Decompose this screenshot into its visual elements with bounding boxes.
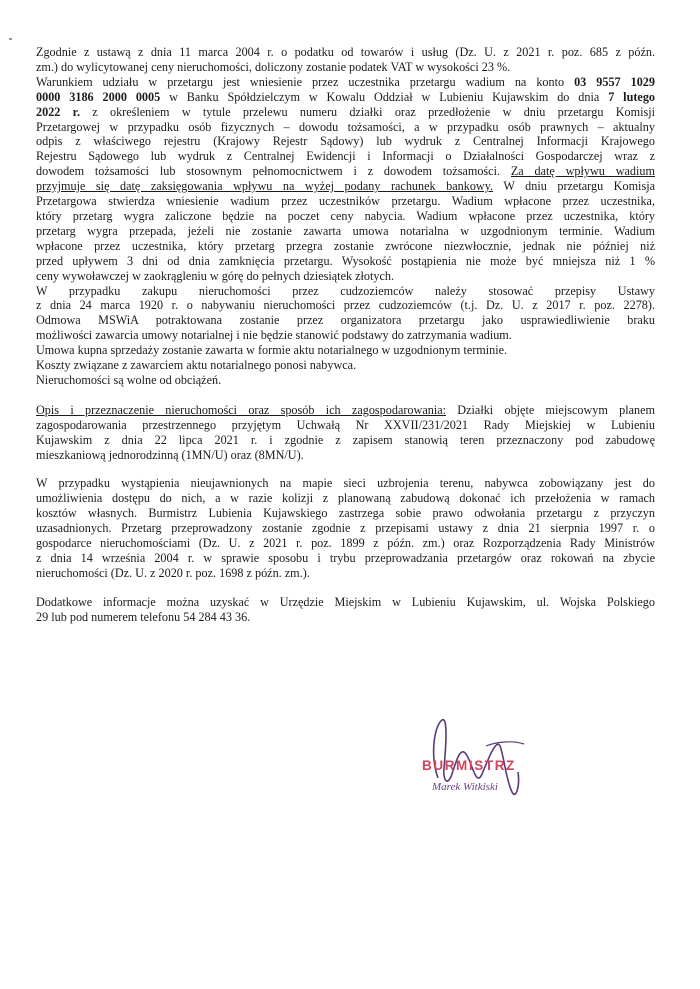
text-line xyxy=(36,209,655,224)
text-segment: który przetarg wygra zaliczone będzie na poczet ceny nabycia. Wadium wpłacone przez uczestnika, który xyxy=(36,208,655,223)
underlined-text: Opis i przeznaczenie nieruchomości oraz sposób ich zagospodarowania: xyxy=(36,402,447,417)
stamp-signatory-name: Marek Witkiski xyxy=(432,781,498,793)
text-line xyxy=(36,60,655,75)
paragraph-utilities-and-legal-basis xyxy=(36,476,655,580)
text-segment: Kujawskim z dnia 22 lipca 2021 r. i zgodnie z zapisem stanowią teren przeznaczony pod zabudowę xyxy=(36,432,655,447)
text-segment: W przypadku wystąpienia nieujawnionych na mapie sieci uzbrojenia terenu, nabywca zobowiązany jest do xyxy=(36,476,655,491)
text-segment: Przetargowa stwierdza wniesienie wadium przez uczestników przetargu. Wadium wpłacone przez uczestnika, xyxy=(36,194,655,209)
text-segment: Koszty związane z zawarciem aktu notarialnego ponosi nabywca. xyxy=(36,358,357,373)
text-segment: Warunkiem udziału w przetargu jest wniesienie przez uczestnika przetargu wadium na konto xyxy=(36,74,575,89)
paragraph-property-description xyxy=(36,403,655,463)
text-line xyxy=(36,418,655,433)
text-line xyxy=(36,298,655,313)
text-segment: Zgodnie z ustawą z dnia 11 marca 2004 r. o podatku od towarów i usług (Dz. U. z 2021 r. poz. 685 z późn. xyxy=(36,45,655,59)
text-line xyxy=(36,448,655,463)
text-line xyxy=(36,506,655,521)
stamp-title: BURMISTRZ xyxy=(422,758,516,773)
text-line xyxy=(36,224,655,239)
text-segment: ceny wywoławczej w zaokrągleniu w górę do pełnych dziesiątek złotych. xyxy=(36,268,395,283)
text-segment: Działki objęte miejscowym planem xyxy=(446,402,655,417)
text-segment: dowodem tożsamości lub stosownym pełnomocnictwem i z dowodem tożsamości. xyxy=(36,164,511,179)
text-segment: 29 lub pod numerem telefonu 54 284 43 36. xyxy=(36,609,251,624)
text-segment: nieruchomości (Dz. U. z 2020 r. poz. 1698 z późn. zm.). xyxy=(36,565,310,580)
text-line xyxy=(36,521,655,536)
text-segment: z określeniem w tytule przelewu numeru działki oraz przedłożenie w dniu przetargu Komisji xyxy=(80,104,655,119)
underlined-text: Za datę wpływu wadium xyxy=(510,164,655,179)
bold-text: 7 lutego xyxy=(608,89,656,104)
text-line xyxy=(36,566,655,581)
text-segment: z dnia 24 marca 1920 r. o nabywaniu nieruchomości przez cudzoziemców (t.j. Dz. U. z 2017 r. poz. 2278). xyxy=(36,298,655,313)
text-line xyxy=(36,90,655,105)
paragraph-additional-info xyxy=(36,595,655,625)
text-segment: przetarg wygra przepada, jeżeli nie zostanie zawarta umowa notarialna w uzgodnionym terminie. Wadium xyxy=(36,223,655,238)
text-segment: wpłacone przez uczestnika, który przetarg przegra zostanie zwrócone niezwłocznie, jednak nie później niż xyxy=(36,238,655,253)
text-segment: Rejestru Sądowego lub wydruk z Centralnej Ewidencji i Informacji o Działalności Gospodarczej wraz z xyxy=(36,149,655,164)
bold-text: 03 9557 1029 xyxy=(574,74,655,89)
text-segment: odpis z właściwego rejestru (Krajowy Rejestr Sądowy) lub wydruk z Centralnej Informacji Krajowego xyxy=(36,134,655,149)
scan-mark xyxy=(9,38,12,40)
text-line xyxy=(36,105,655,120)
bold-text: 2022 r. xyxy=(36,104,80,119)
text-line xyxy=(36,269,655,284)
text-line xyxy=(36,343,655,358)
text-segment: mieszkaniową jednorodzinną (1MN/U) oraz (8MN/U). xyxy=(36,447,304,462)
text-segment: Umowa kupna sprzedaży zostanie zawarta w formie aktu notarialnego w uzgodnionym terminie. xyxy=(36,343,508,358)
text-segment: z dnia 14 września 2004 r. w sprawie sposobu i trybu przeprowadzania przetargów oraz rokowań na zbycie xyxy=(36,551,655,565)
text-line xyxy=(36,254,655,269)
underlined-text: przyjmuje się datę zaksięgowania wpływu na wyżej podany rachunek bankowy. xyxy=(36,179,494,194)
text-line xyxy=(36,595,655,610)
text-segment: Dodatkowe informacje można uzyskać w Urzędzie Miejskim w Lubieniu Kujawskim, ul. Wojska Polskiego xyxy=(36,594,655,609)
text-segment: Przetargowej w przypadku osób fizycznych – dowodu tożsamości, a w przypadku osób prawnych – aktualny xyxy=(36,119,655,134)
bold-text: 0000 3186 2000 0005 xyxy=(36,89,161,104)
text-segment: Nieruchomości są wolne od obciążeń. xyxy=(36,372,222,387)
text-segment: przed upływem 3 dni od dnia zamknięcia przetargu. Wysokość postąpienia nie może być mniejsza niż 1 % xyxy=(36,253,655,268)
text-line xyxy=(36,75,655,90)
text-segment: gospodarce nieruchomościami (Dz. U. z 2021 r. poz. 1899 z późn. zm.) oraz Rozporządzenia Rady Ministrów xyxy=(36,536,655,551)
text-line xyxy=(36,476,655,491)
text-segment: W dniu przetargu Komisja xyxy=(493,179,655,194)
text-line xyxy=(36,45,655,60)
text-segment: zm.) do wylicytowanej ceny nieruchomości, doliczony zostanie podatek VAT w wysokości 23 %. xyxy=(36,59,511,74)
text-line xyxy=(36,403,655,418)
mayor-stamp xyxy=(416,716,556,816)
text-line xyxy=(36,179,655,194)
text-segment: w Banku Spółdzielczym w Kowalu Oddział w Lubieniu Kujawskim do dnia xyxy=(160,89,609,104)
text-segment: umożliwienia dostępu do nich, a w razie kolizji z planowaną zabudową dokonać ich przełożenia w ramach xyxy=(36,491,655,506)
text-line xyxy=(36,120,655,135)
text-line xyxy=(36,284,655,299)
text-segment: możliwości zawarcia umowy notarialnej i nie będzie stanowić podstawy do zatrzymania wadium. xyxy=(36,328,512,343)
text-line xyxy=(36,194,655,209)
text-line xyxy=(36,610,655,625)
text-line xyxy=(36,536,655,551)
text-line xyxy=(36,164,655,179)
text-segment: kosztów własnych. Burmistrz Lubienia Kujawskiego zastrzega sobie prawo odwołania przetargu z przyczyn xyxy=(36,506,655,521)
text-line xyxy=(36,491,655,506)
text-line xyxy=(36,433,655,448)
text-line xyxy=(36,328,655,343)
text-segment: Odmowa MSWiA potraktowana zostanie przez organizatora przetargu jako usprawiedliwienie braku xyxy=(36,313,655,328)
text-line xyxy=(36,313,655,328)
document-body xyxy=(36,45,655,625)
text-line xyxy=(36,239,655,254)
paragraph-tender-conditions xyxy=(36,45,655,388)
text-line xyxy=(36,373,655,388)
text-segment: W przypadku zakupu nieruchomości przez cudzoziemców należy stosować przepisy Ustawy xyxy=(36,283,655,298)
text-segment: uzasadnionych. Przetarg przeprowadzony zostanie zgodnie z przepisami ustawy z dnia 21 sierpnia 1997 r. o xyxy=(36,521,655,536)
text-segment: zagospodarowania przestrzennego przyjętym Uchwałą Nr XXVII/231/2021 Rady Miejskiej w Lubieniu xyxy=(36,417,655,432)
text-line xyxy=(36,551,655,566)
text-line xyxy=(36,149,655,164)
text-line xyxy=(36,358,655,373)
text-line xyxy=(36,134,655,149)
